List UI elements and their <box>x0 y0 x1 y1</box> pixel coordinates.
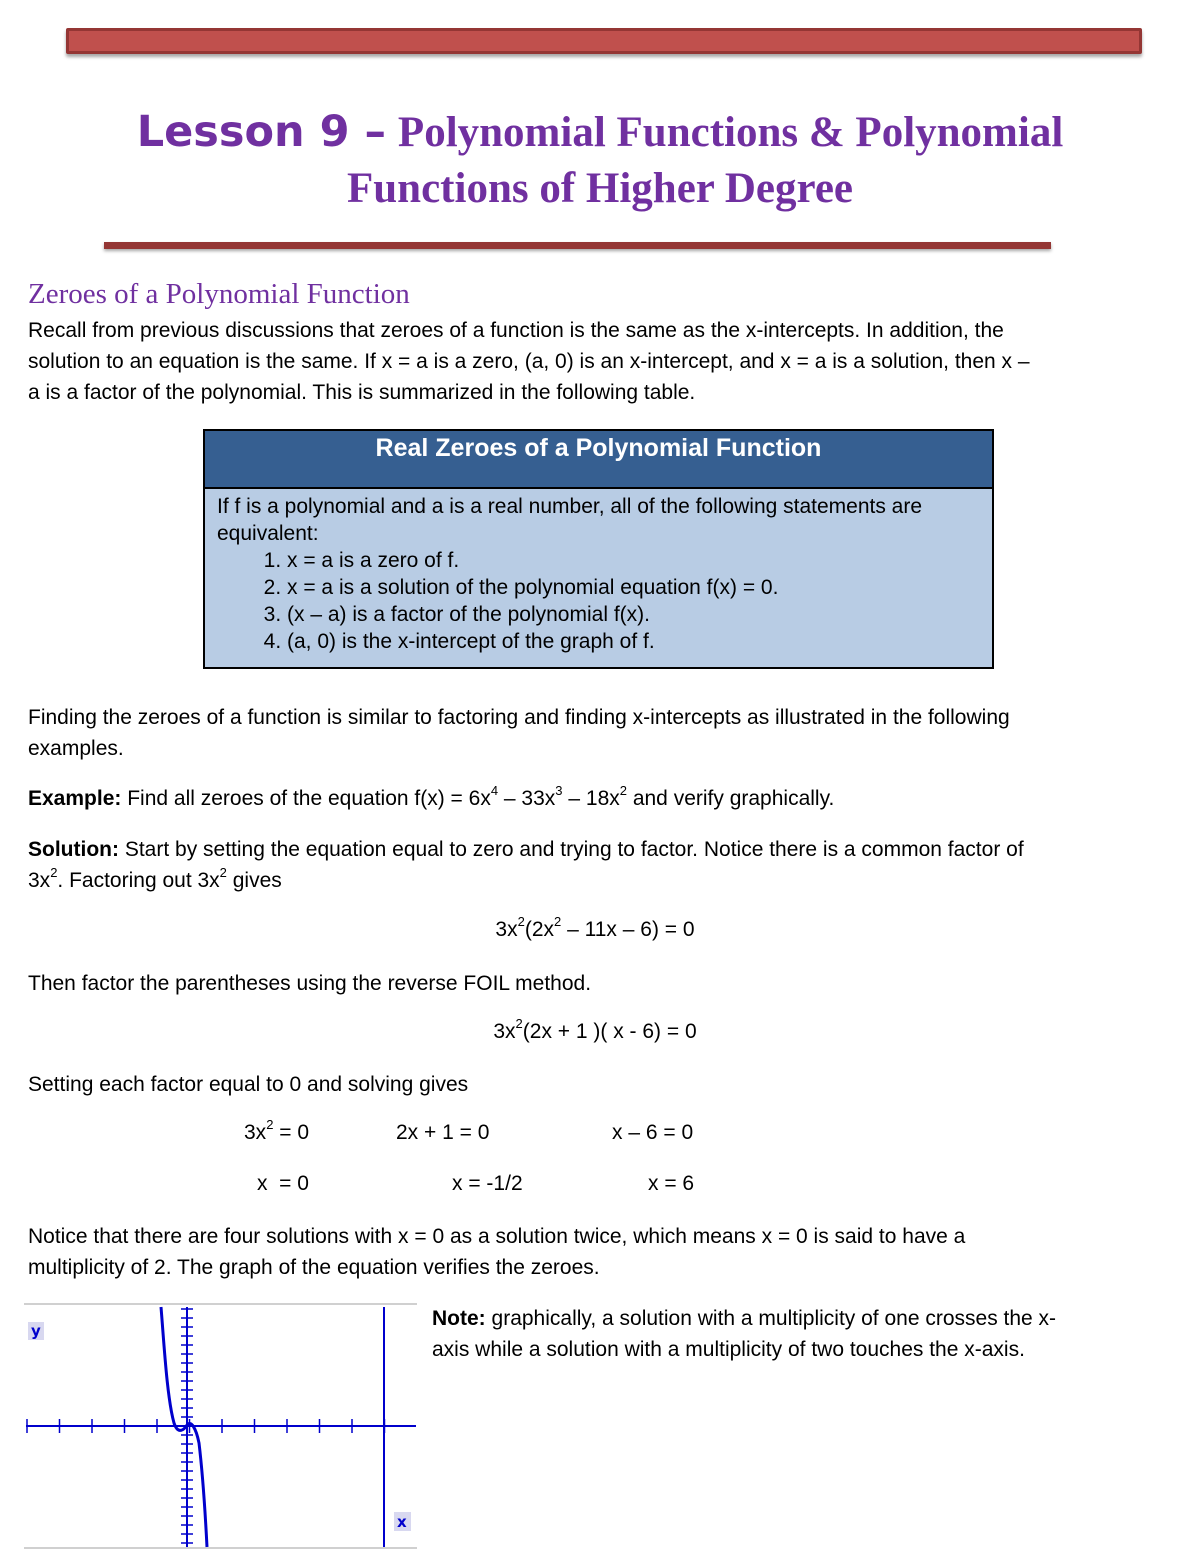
exponent: 2 <box>266 1117 274 1132</box>
exponent: 2 <box>50 865 58 880</box>
title-line-1 <box>60 104 1140 161</box>
example-text: Find all zeroes of the equation f(x) = 6x <box>127 787 491 810</box>
factor-equation-3: x – 6 = 0 <box>612 1121 694 1144</box>
eq-part: (2x + 1 )( x - 6) = 0 <box>522 1020 697 1043</box>
exponent: 2 <box>554 914 562 929</box>
definition-box <box>203 429 994 669</box>
list-item: 1. x = a is a zero of f. <box>287 547 980 574</box>
exponent: 2 <box>517 914 525 929</box>
top-decorative-bar <box>66 28 1142 54</box>
title-line1-text: Polynomial Functions & Polynomial <box>397 109 1064 156</box>
box-intro: If f is a polynomial and a is a real number, all of the following statements are equivalent: <box>217 495 923 545</box>
list-item: 3. (x – a) is a factor of the polynomial f(x). <box>287 601 980 628</box>
note-text: graphically, a solution with a multiplicity of one crosses the x- <box>491 1307 1057 1330</box>
finding-line: examples. <box>28 737 124 760</box>
x-axis-label: x <box>397 1513 407 1531</box>
solution-paragraph <box>28 834 1168 896</box>
example-text: – 18x <box>568 787 620 810</box>
example-text: – 33x <box>503 787 556 810</box>
eq-part: 3x <box>493 1020 516 1043</box>
note-line: axis while a solution with a multiplicity of two touches the x-axis. <box>432 1338 1025 1361</box>
solution-label: Solution: <box>28 838 119 861</box>
solution-text: Start by setting the equation equal to zero and trying to factor. Notice there is a common factor of <box>124 838 1024 861</box>
example-text: and verify graphically. <box>632 787 835 810</box>
page-title <box>60 104 1140 217</box>
exponent: 2 <box>619 783 627 798</box>
notice-paragraph <box>28 1221 1168 1283</box>
solution-text: gives <box>232 869 282 892</box>
exponent: 2 <box>515 1016 523 1031</box>
solution-line <box>28 865 1168 896</box>
intro-line: a is a factor of the polynomial. This is summarized in the following table. <box>28 381 696 404</box>
list-item: 2. x = a is a solution of the polynomial equation f(x) = 0. <box>287 574 980 601</box>
title-divider <box>104 242 1051 249</box>
intro-line: Recall from previous discussions that zeroes of a function is the same as the x-intercepts. In addition, the <box>28 319 1004 342</box>
exponent: 4 <box>490 783 499 798</box>
finding-line: Finding the zeroes of a function is similar to factoring and finding x-intercepts as illustrated in the following <box>28 706 1010 729</box>
title-line-2: Functions of Higher Degree <box>347 165 853 212</box>
setting-text: Setting each factor equal to 0 and solving gives <box>28 1073 469 1096</box>
solution-text: . Factoring out 3x <box>57 869 220 892</box>
eq-part: (2x <box>524 918 555 941</box>
eq-part: 3x <box>244 1121 267 1144</box>
equation-2 <box>0 1016 1190 1044</box>
title-lesson: Lesson 9 – <box>136 107 386 157</box>
notice-line: Notice that there are four solutions with x = 0 as a solution twice, which means x = 0 is said to have a <box>28 1225 966 1248</box>
note-label: Note: <box>432 1307 486 1330</box>
note-line <box>432 1303 1152 1334</box>
example-label: Example: <box>28 787 122 810</box>
solution-value-1: x = 0 <box>257 1172 309 1195</box>
reverse-foil-text: Then factor the parentheses using the reverse FOIL method. <box>28 972 592 995</box>
eq-part: – 11x – 6) = 0 <box>567 918 695 941</box>
solution-text: 3x <box>28 869 51 892</box>
factor-equation-2: 2x + 1 = 0 <box>396 1121 490 1144</box>
section-heading: Zeroes of a Polynomial Function <box>28 278 410 310</box>
equation-1 <box>0 914 1190 942</box>
exponent: 2 <box>219 865 227 880</box>
function-graph <box>24 1303 417 1549</box>
solution-line <box>28 834 1168 865</box>
box-header: Real Zeroes of a Polynomial Function <box>205 431 992 489</box>
notice-line: multiplicity of 2. The graph of the equation verifies the zeroes. <box>28 1256 600 1279</box>
factor-equation-1 <box>244 1117 310 1145</box>
equivalent-statements-list <box>217 547 980 655</box>
note-paragraph <box>432 1303 1152 1365</box>
intro-paragraph <box>28 315 1168 408</box>
y-axis-label: y <box>31 1322 41 1340</box>
eq-part: 3x <box>495 918 518 941</box>
box-body <box>205 489 992 659</box>
finding-paragraph <box>28 702 1168 764</box>
list-item: 4. (a, 0) is the x-intercept of the graph of f. <box>287 628 980 655</box>
intro-line: solution to an equation is the same. If x = a is a zero, (a, 0) is an x-intercept, and x = a is a solution, then x – <box>28 350 1030 373</box>
exponent: 3 <box>555 783 563 798</box>
example-statement <box>28 783 1168 814</box>
eq-part: = 0 <box>279 1121 310 1144</box>
solution-value-3: x = 6 <box>648 1172 695 1195</box>
solution-value-2: x = -1/2 <box>452 1172 523 1195</box>
